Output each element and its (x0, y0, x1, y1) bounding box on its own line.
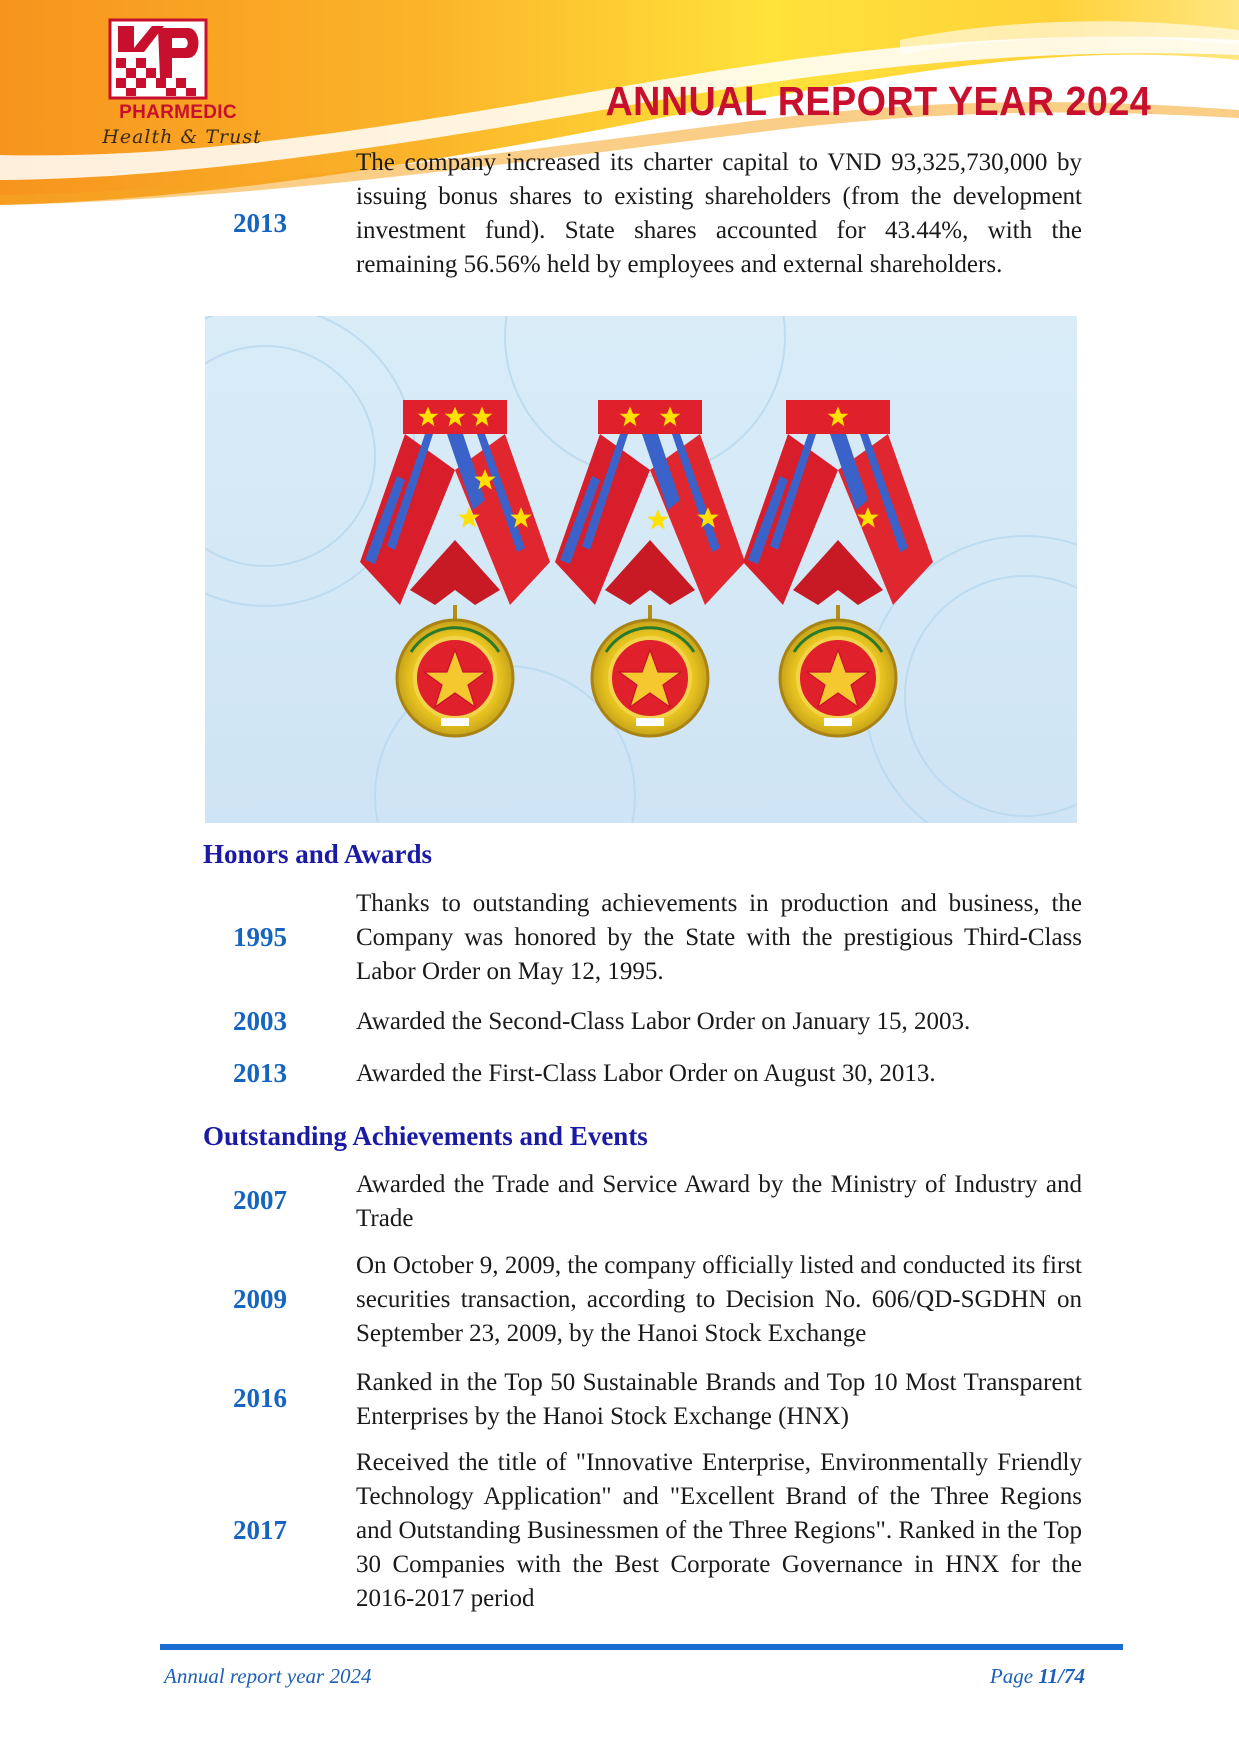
section-title-achievements: Outstanding Achievements and Events (203, 1121, 648, 1151)
timeline-text: Awarded the Trade and Service Award by the Ministry of Industry and Trade (356, 1171, 1082, 1232)
timeline-text: Awarded the Second-Class Labor Order on January 15, 2003. (356, 1008, 971, 1035)
brand-name: PHARMEDIC (119, 102, 237, 123)
timeline-text: On October 9, 2009, the company officially listed and conducted its first securities transaction, according to Decision No. 606/QD-SGDHN on September 23, 2009, by the Hanoi Stock Exchange (356, 1252, 1082, 1347)
brand-tagline: Health & Trust (102, 126, 262, 148)
timeline-year: 2013 (233, 1058, 287, 1088)
medals-illustration (205, 316, 1077, 823)
timeline-year: 2016 (233, 1383, 287, 1413)
section-title-honors: Honors and Awards (203, 839, 433, 869)
timeline-year: 2017 (233, 1515, 287, 1545)
report-title: ANNUAL REPORT YEAR 2024 (605, 78, 1151, 124)
timeline-year: 2009 (233, 1284, 287, 1314)
pharmedic-logo-mark-icon (108, 18, 208, 100)
timeline-text: The company increased its charter capital to VND 93,325,730,000 by issuing bonus shares to existing shareholders (from the development investment fund). State shares accounted for 43.44%, with the remaining 56.56% held by employees and external shareholders. (356, 149, 1082, 278)
footer-page-number (990, 1664, 1085, 1689)
footer-report-label: Annual report year 2024 (164, 1664, 372, 1688)
footer-divider (160, 1644, 1123, 1650)
timeline-text: Awarded the First-Class Labor Order on August 30, 2013. (356, 1060, 936, 1087)
timeline-year: 2003 (233, 1006, 287, 1036)
labor-order-medals-image (205, 316, 1077, 823)
timeline-text: Received the title of "Innovative Enterprise, Environmentally Friendly Technology Application" and "Excellent Brand of the Three Regions and Outstanding Businessmen of the Three Regions". Ranked in the Top 30 Companies with the Best Corporate Governance in HNX for the 2016-2017 period (356, 1449, 1082, 1612)
timeline-year: 1995 (233, 922, 287, 952)
timeline-text: Ranked in the Top 50 Sustainable Brands and Top 10 Most Transparent Enterprises by the Hanoi Stock Exchange (HNX) (356, 1369, 1082, 1430)
timeline-text: Thanks to outstanding achievements in production and business, the Company was honored by the State with the prestigious Third-Class Labor Order on May 12, 1995. (356, 890, 1082, 985)
page-prefix: Page (989, 1664, 1039, 1688)
timeline-year: 2013 (233, 208, 287, 238)
timeline-year: 2007 (233, 1185, 287, 1215)
page-number: 11/74 (1038, 1664, 1085, 1688)
